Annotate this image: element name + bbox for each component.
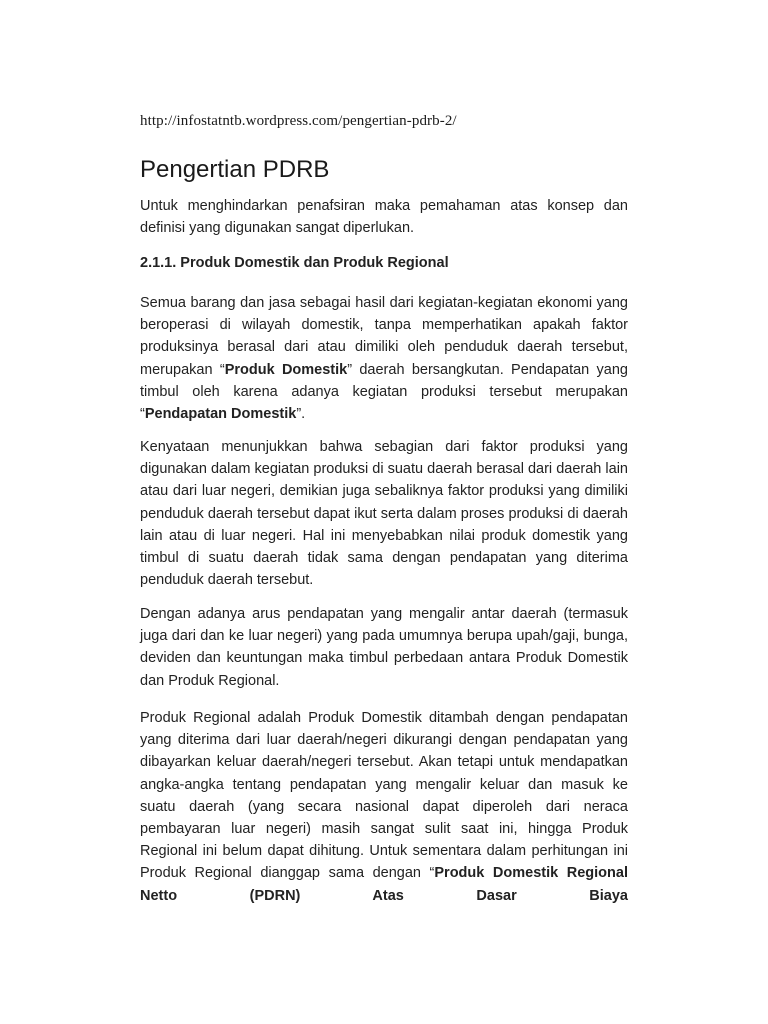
intro-paragraph: Untuk menghindarkan penafsiran maka pemahaman atas konsep dan definisi yang digunakan sangat diperlukan. [140,198,628,237]
paragraph-text: ” daerah bersangkutan. Pendapatan yang timbul oleh karena adanya kegiatan produksi tersebut merupakan “ [140,361,628,423]
bold-term-pdrn: Produk Domestik Regional Netto (PDRN) Atas Dasar Biaya [140,865,628,904]
paragraph-kenyataan: Kenyataan menunjukkan bahwa sebagian dari faktor produksi yang digunakan dalam kegiatan produksi di suatu daerah berasal dari daerah lain atau dari luar negeri, demikian juga sebaliknya faktor produksi yang dimiliki penduduk daerah tersebut dapat ikut serta dalam proses produksi di daerah lain atau di luar negeri. Hal ini menyebabkan nilai produk domestik yang timbul di suatu daerah tidak sama dengan pendapatan yang diterima penduduk daerah tersebut. [140,439,628,589]
paragraph-text: ”. [296,406,306,423]
paragraph-text: Produk Regional adalah Produk Domestik ditambah dengan pendapatan yang diterima dari luar daerah/negeri dikurangi dengan pendapatan yang dibayarkan keluar daerah/negeri tersebut. Akan tetapi untuk mendapatkan angka-angka tentang pendapatan yang mengalir keluar dan masuk ke suatu daerah (yang secara nasional dapat diperoleh dari neraca pembayaran luar negeri) masih sangat sulit saat ini, hingga Produk Regional ini belum dapat dihitung. Untuk sementara dalam perhitungan ini Produk Regional dianggap sama dengan “ [140,710,628,882]
bold-term-produk-domestik: Produk Domestik [224,361,348,378]
page-title: Pengertian PDRB [140,156,330,183]
paragraph-text: Semua barang dan jasa sebagai hasil dari kegiatan-kegiatan ekonomi yang beroperasi di wilayah domestik, tanpa memperhatikan apakah faktor produksinya berasal dari atau dimiliki oleh penduduk daerah tersebut, merupakan “ [140,295,628,378]
paragraph-produk-regional [140,707,628,907]
bold-term-pendapatan-domestik: Pendapatan Domestik [144,406,297,423]
paragraph-produk-domestik [140,292,628,425]
section-heading: 2.1.1. Produk Domestik dan Produk Regional [140,255,449,271]
source-url: http://infostatntb.wordpress.com/pengertian-pdrb-2/ [140,113,457,129]
paragraph-arus-pendapatan: Dengan adanya arus pendapatan yang mengalir antar daerah (termasuk juga dari dan ke luar negeri) yang pada umumnya berupa upah/gaji, bunga, deviden dan keuntungan maka timbul perbedaan antara Produk Domestik dan Produk Regional. [140,606,628,689]
